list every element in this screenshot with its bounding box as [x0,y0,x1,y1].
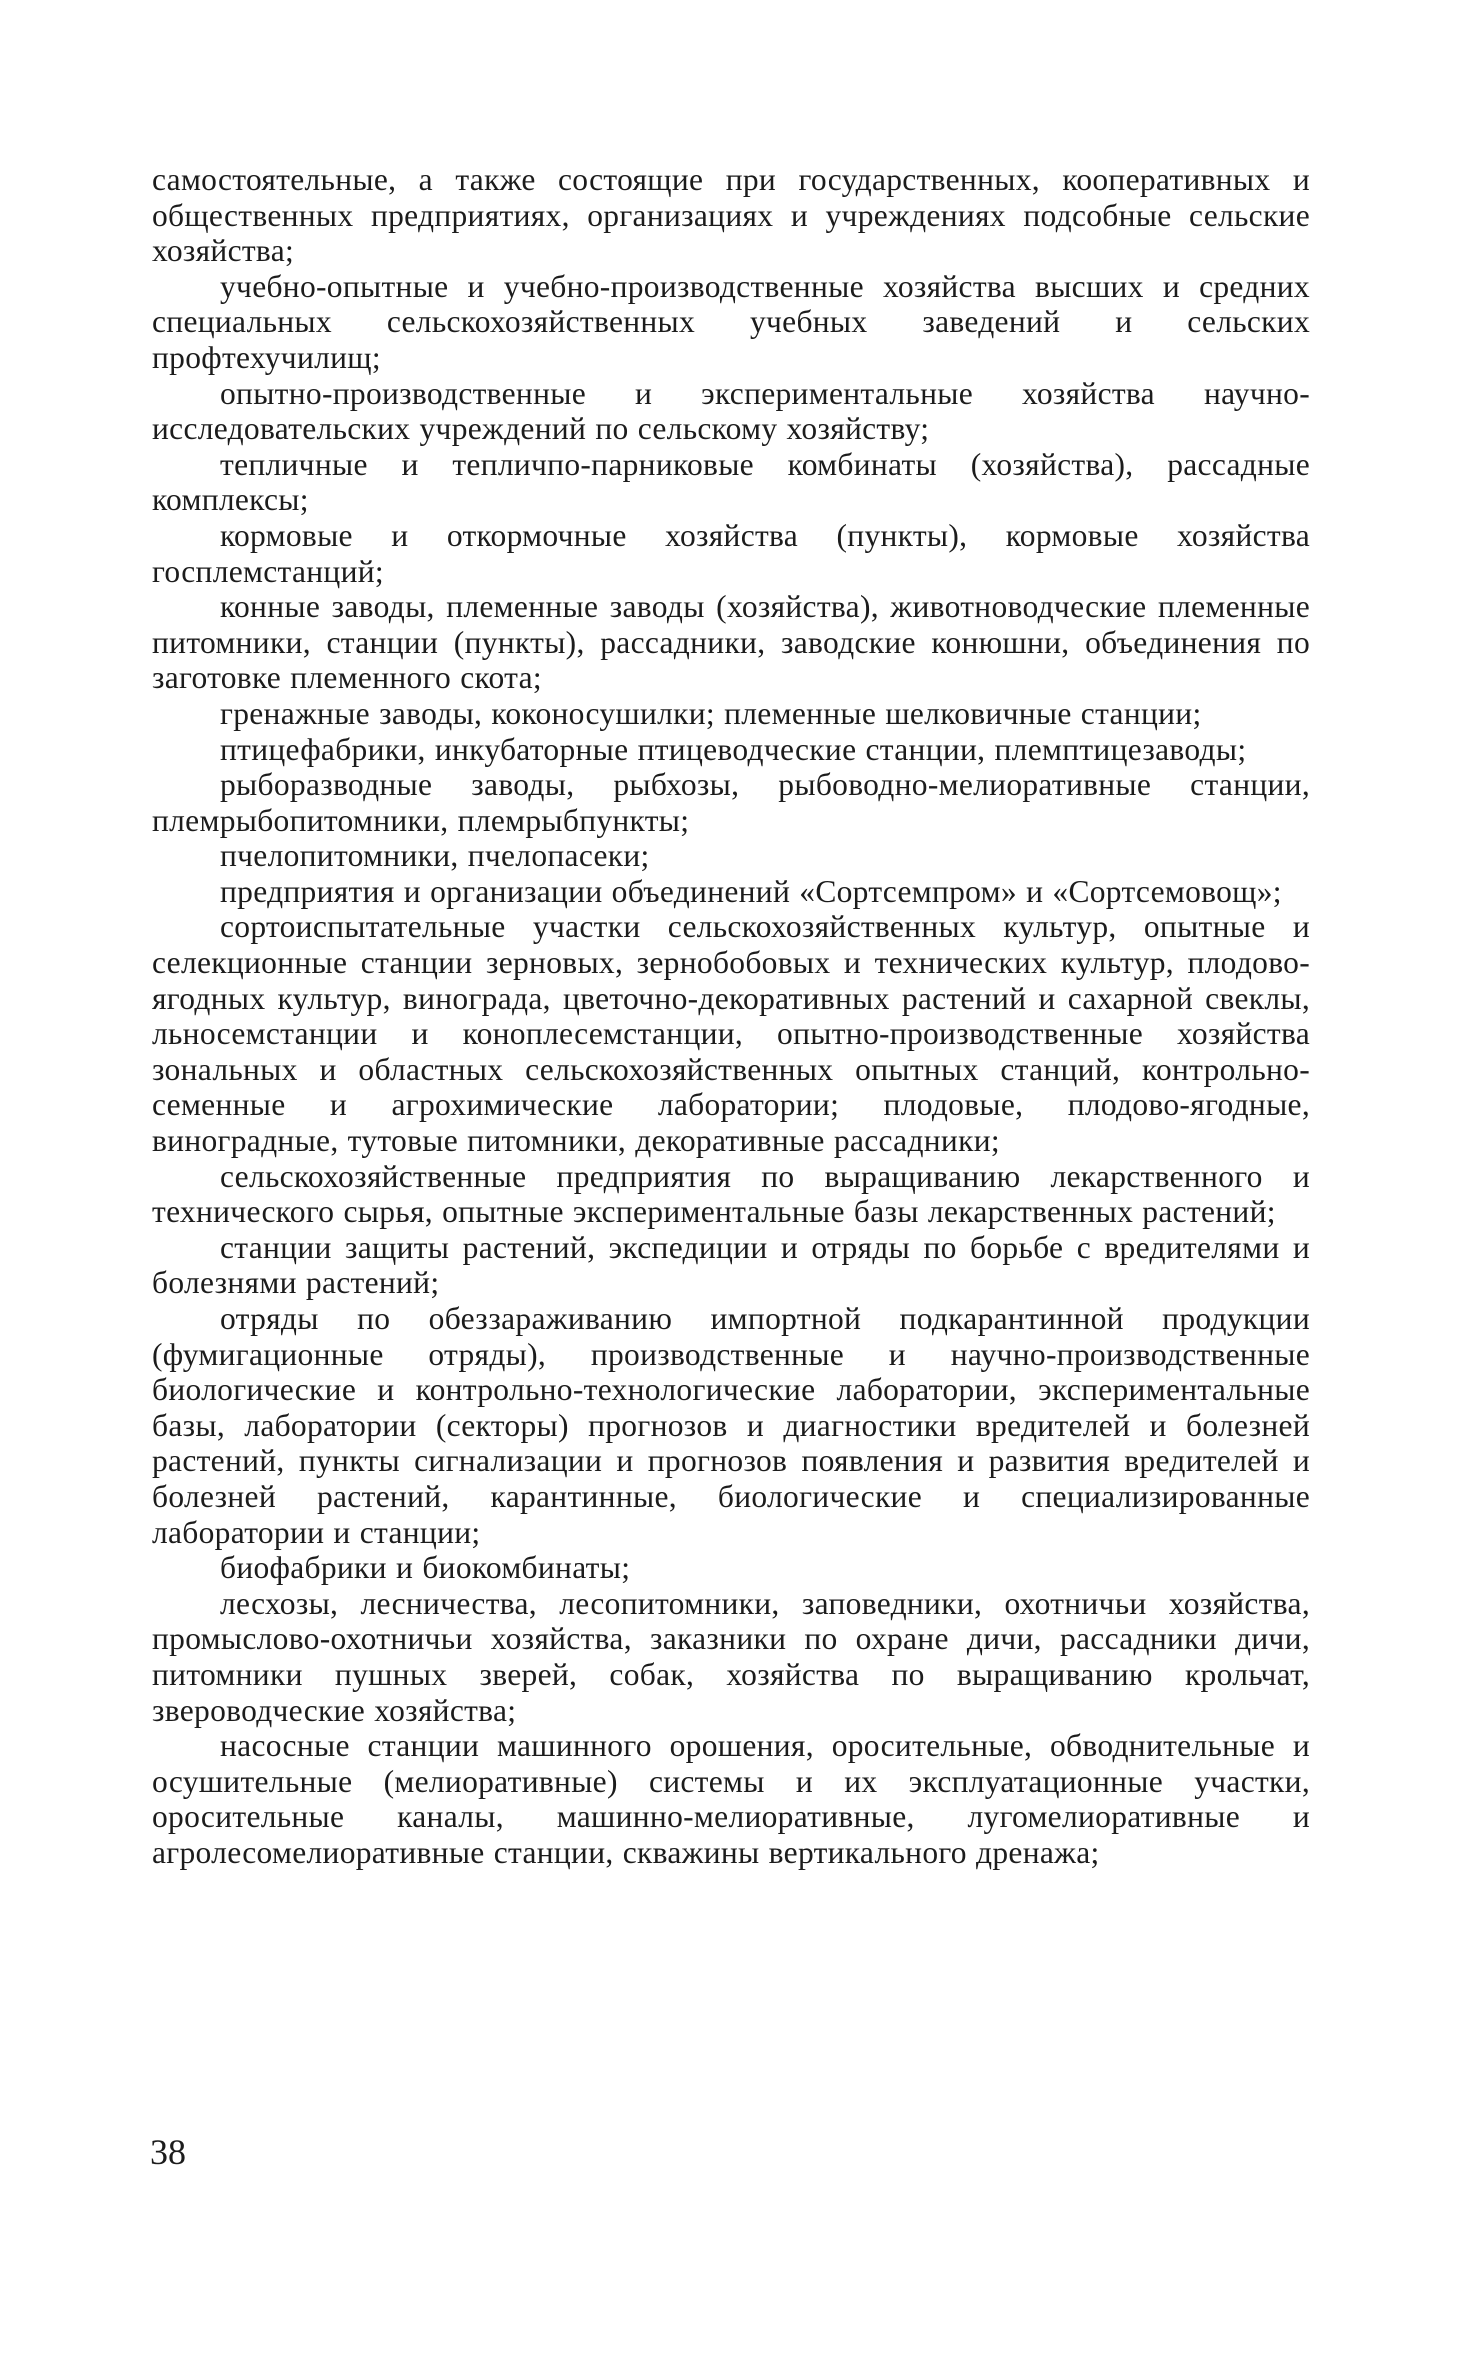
paragraph-feed-farms: кормовые и откормочные хозяйства (пункты), кормовые хозяйства госплемстанций; [152,517,1310,589]
page-number: 38 [150,2132,186,2172]
paragraph-plant-protection: станции защиты растений, экспедиции и отряды по борьбе с вредителями и болезнями растений; [152,1229,1310,1301]
paragraph-medicinal-plants: сельскохозяйственные предприятия по выращиванию лекарственного и технического сырья, опытные экспериментальные базы лекарственных растений; [152,1158,1310,1230]
paragraph-quarantine-units: отряды по обеззараживанию импортной подкарантинной продукции (фумигационные отряды), производственные и научно-производственные биологические и контрольно-технологические лаборатории, экспериментальные базы, лаборатории (секторы) прогнозов и диагностики вредителей и болезней растений, пункты сигнализации и прогнозов появления и развития вредителей и болезней растений, карантинные, биологические и специализированные лаборатории и станции; [152,1301,1310,1550]
paragraph-apiaries: пчелопитомники, пчелопасеки; [220,838,650,874]
paragraph-stud-farms: конные заводы, племенные заводы (хозяйства), животноводческие племенные питомники, станции (пункты), рассадники, заводские конюшни, объединения по заготовке племенного скота; [152,589,1310,696]
paragraph-subsidiary-farms: самостоятельные, а также состоящие при государственных, кооперативных и общественных предприятиях, организациях и учреждениях подсобные сельские хозяйства; [152,162,1310,269]
paragraph-silkworm-plants: гренажные заводы, коконосушилки; племенные шелковичные станции; [220,695,1202,731]
paragraph-educational-farms: учебно-опытные и учебно-производственные хозяйства высших и средних специальных сельскохозяйственных учебных заведений и сельских профтехучилищ; [152,268,1310,375]
paragraph-variety-testing: сортоиспытательные участки сельскохозяйственных культур, опытные и селекционные станции зерновых, зернобобовых и технических культур, плодово-ягодных культур, винограда, цветочно-декоративных растений и сахарной свеклы, льносемстанции и коноплесемстанции, опытно-производственные хозяйства зональных и областных сельскохозяйственных опытных станций, контрольно-семенные и агрохимические лаборатории; плодовые, плодово-ягодные, виноградные, тутовые питомники, декоративные рассадники; [152,909,1310,1159]
document-body [152,162,1310,1871]
paragraph-fish-farms: рыборазводные заводы, рыбхозы, рыбоводно-мелиоративные станции, племрыбопитомники, племрыбпункты; [152,767,1310,838]
paragraph-research-farms: опытно-производственные и экспериментальные хозяйства научно-исследовательских учреждений по сельскому хозяйству; [152,375,1310,447]
paragraph-irrigation: насосные станции машинного орошения, оросительные, обводнительные и осушительные (мелиоративные) системы и их эксплуатационные участки, оросительные каналы, машинно-мелиоративные, лугомелиоративные и агролесомелиоративные станции, скважины вертикального дренажа; [152,1728,1310,1870]
paragraph-poultry-farms: птицефабрики, инкубаторные птицеводческие станции, племптицезаводы; [220,731,1247,767]
paragraph-greenhouse-combines: тепличные и тепличпо-парниковые комбинаты (хозяйства), рассадные комплексы; [152,446,1310,518]
paragraph-seed-associations: предприятия и организации объединений «Сортсемпром» и «Сортсемовощ»; [220,873,1282,909]
paragraph-forestry: лесхозы, лесничества, лесопитомники, заповедники, охотничьи хозяйства, промыслово-охотничьи хозяйства, заказники по охране дичи, рассадники дичи, питомники пушных зверей, собак, хозяйства по выращиванию крольчат, звероводческие хозяйства; [152,1585,1310,1728]
paragraph-biofactories: биофабрики и биокомбинаты; [220,1550,631,1586]
